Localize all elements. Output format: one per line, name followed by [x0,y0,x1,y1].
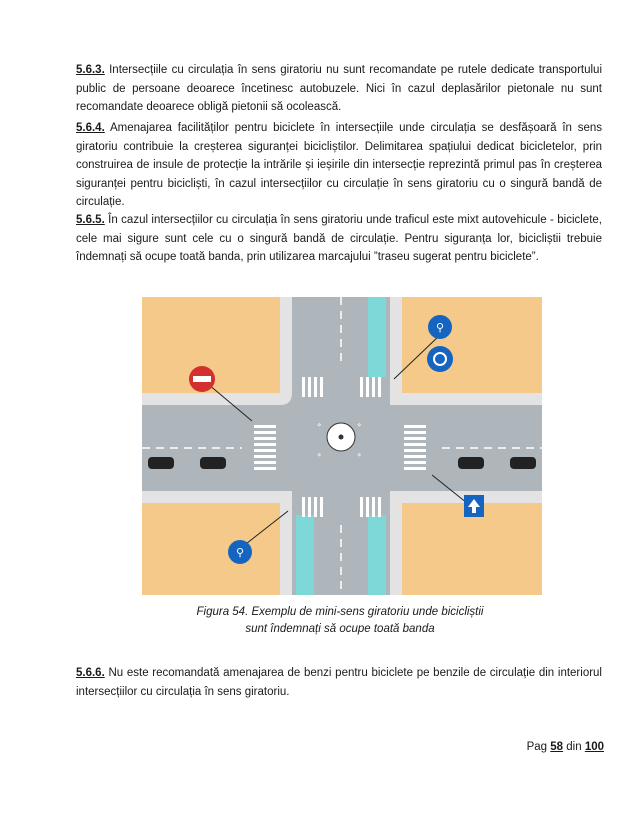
caption-line-2: sunt îndemnați să ocupe toată banda [245,623,435,635]
page-total: 100 [584,741,604,753]
paragraph-5-6-4 [76,119,602,212]
svg-text:⚲: ⚲ [435,321,445,334]
paragraph-text: Amenajarea facilităților pentru biciclete în intersecțiile unde circulația se desfășoară în sens giratoriu contribuie la creșterea siguranței bicicliștilor. Delimitarea spațiului dedicat bicicletelor, prin construirea de insule de protecție la intrările și ieșirile din intersecție reprezintă primul pas în creșterea siguranței pentru bicicliști, în cazul intersecțiilor cu circulație în sens giratoriu cu o singură bandă de circulație. [76,122,602,209]
caption-line-1: Figura 54. Exemplu de mini-sens giratoriu unde bicicliștii [196,606,484,618]
page-middle: din [563,741,585,753]
paragraph-text: În cazul intersecțiilor cu circulația în sens giratoriu unde traficul este mixt autovehicule - biciclete, cele mai sigure sunt cele cu o singură bandă de circulație. Pentru siguranța lor, bicicliștii trebuie îndemnați să ocupe toată banda, prin utilizarea marcajului ”traseu sugerat pentru biciclete”. [76,214,602,264]
svg-text:⚲: ⚲ [235,546,245,559]
paragraph-5-6-6 [76,664,602,701]
page-number: 58 [550,741,564,753]
svg-text:⋄: ⋄ [357,451,362,459]
paragraph-text: Intersecțiile cu circulația în sens giratoriu nu sunt recomandate pe rutele dedicate transportului public de persoane deoarece încetinesc autobuzele. Nici în cazul deplasărilor pietonale nu sunt recomandate deoarece obligă pietonii să ocolească. [76,64,602,114]
roundabout-figure [142,297,542,595]
svg-text:⋄: ⋄ [317,421,322,429]
page-prefix: Pag [526,741,551,753]
paragraph-text: Nu este recomandată amenajarea de benzi pentru biciclete pe benzile de circulație din interiorul intersecțiilor cu circulația în sens giratoriu. [76,667,602,698]
section-number: 5.6.5. [76,214,105,226]
svg-text:⋄: ⋄ [357,421,362,429]
figure-caption [150,604,530,638]
section-number: 5.6.6. [76,667,105,679]
section-number: 5.6.4. [76,122,105,134]
page-footer [527,741,604,753]
section-number: 5.6.3. [76,64,105,76]
paragraph-5-6-5 [76,211,602,267]
svg-text:⋄: ⋄ [317,451,322,459]
paragraph-5-6-3 [76,61,602,117]
